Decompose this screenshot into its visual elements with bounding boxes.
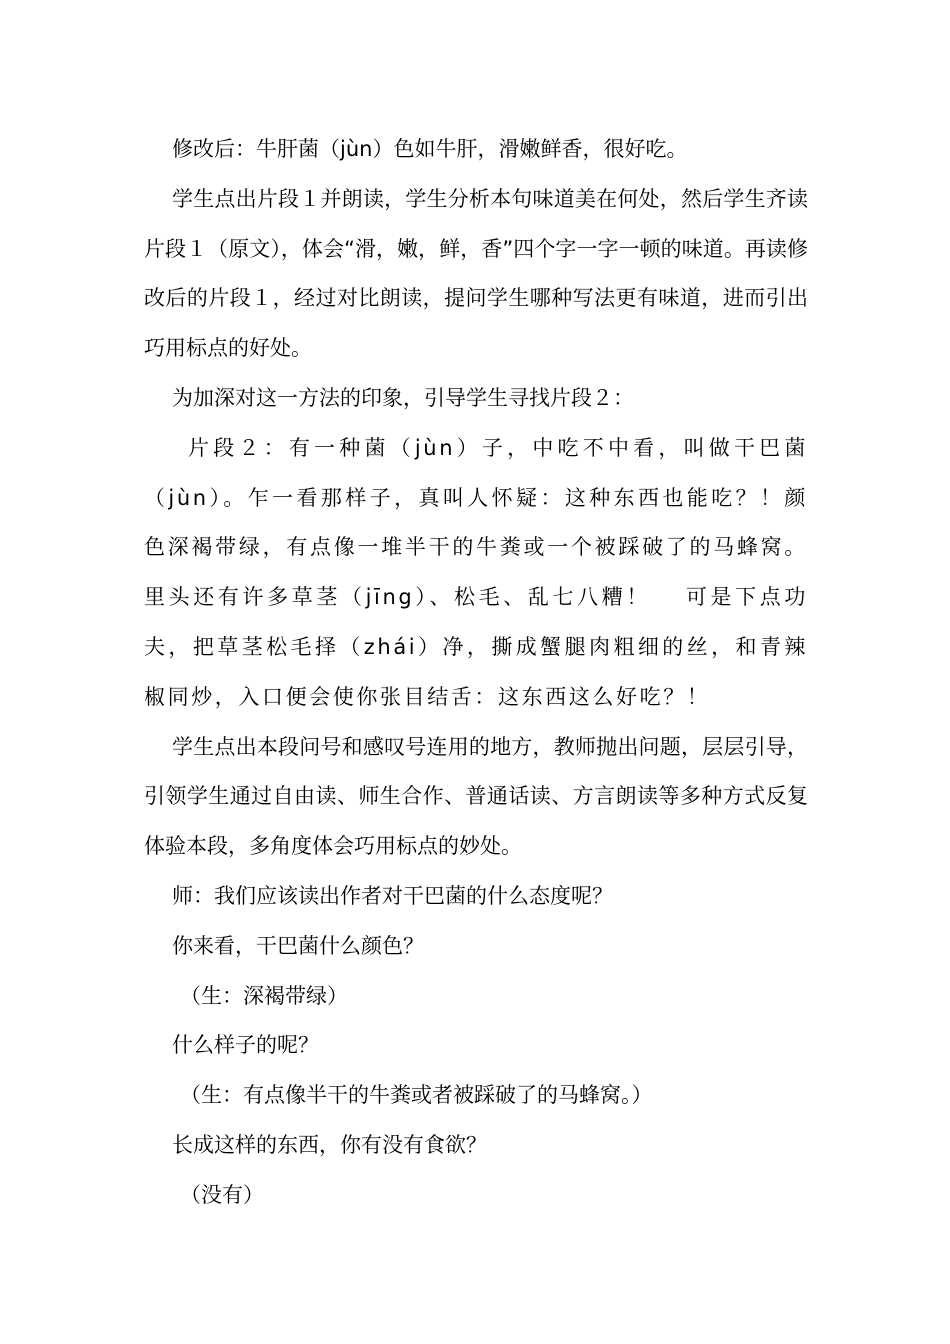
paragraph-guide-segment-2: 为加深对这一方法的印象，引导学生寻找片段２： [172,385,634,410]
paragraph-student-answer-appetite: （没有） [180,1182,264,1207]
paragraph-revised-sentence: 修改后：牛肝菌（jùn）色如牛肝，滑嫩鲜香，很好吃。 [172,137,688,161]
paragraph-reading-analysis: 学生点出片段１并朗读，学生分析本句味道美在何处，然后学生齐读片段１（原文），体会“滑，嫩，鲜，香”四个字一字一顿的味道。再读修改后的片段１，经过对比朗读，提问学生哪种写法更有味道，进而引出巧用标点的好处。 [144,186,808,361]
paragraph-student-answer-color: （生：深褐带绿） [180,983,348,1008]
paragraph-color-question: 你来看，干巴菌什么颜色？ [172,933,424,958]
paragraph-teacher-question: 师：我们应该读出作者对干巴菌的什么态度呢？ [172,883,613,908]
paragraph-segment-2-quote: 片段２：有一种菌（jùn）子，中吃不中看，叫做干巴菌（jùn）。乍一看那样子，真叫人怀疑：这种东西也能吃？！颜色深褐带绿，有点像一堆半干的牛粪或一个被踩破了的马蜂窝。里头还有许多草茎（jīng）、松毛、乱七八糟！ 可是下点功夫，把草茎松毛择（zhái）净，撕成蟹腿肉粗细的丝，和青辣椒同炒，入口便会使你张目结舌：这东西这么好吃？！ [144,435,808,709]
paragraph-student-answer-shape: （生：有点像半干的牛粪或者被踩破了的马蜂窝。） [180,1083,653,1108]
paragraph-appetite-question: 长成这样的东西，你有没有食欲？ [172,1132,487,1157]
paragraph-teaching-method: 学生点出本段问号和感叹号连用的地方，教师抛出问题，层层引导，引领学生通过自由读、师生合作、普通话读、方言朗读等多种方式反复体验本段，多角度体会巧用标点的妙处。 [144,734,808,859]
document-body [144,125,808,1221]
paragraph-shape-question: 什么样子的呢？ [172,1033,319,1058]
